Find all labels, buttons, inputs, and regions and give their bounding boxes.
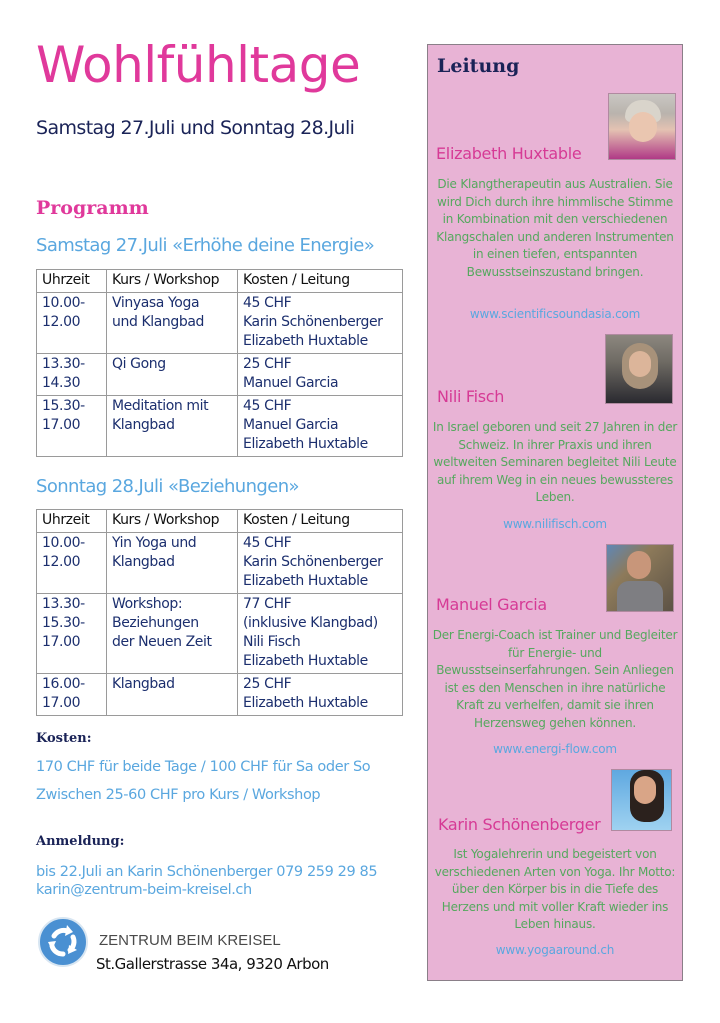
course-cell xyxy=(107,293,238,354)
time-cell xyxy=(37,293,107,354)
course-cell xyxy=(107,594,238,674)
table-header-row xyxy=(37,510,403,533)
cost-cell-line: Karin Schönenberger xyxy=(243,314,383,330)
cost-cell xyxy=(238,594,403,674)
time-cell-line: 12.00 xyxy=(42,554,81,570)
logo-name: ZENTRUM BEIM KREISEL xyxy=(99,932,281,949)
person-name: Karin Schönenberger xyxy=(438,815,601,834)
person-link[interactable]: www.yogaaround.ch xyxy=(495,943,615,957)
cost-cell-line: 45 CHF xyxy=(243,398,292,414)
table-row xyxy=(37,354,403,396)
roundabout-icon xyxy=(38,917,88,967)
person-link[interactable]: www.scientificsoundasia.com xyxy=(469,307,641,321)
cost-cell xyxy=(238,354,403,396)
registration-line: bis 22.Juli an Karin Schönenberger 079 259 29 85 xyxy=(36,864,378,880)
course-cell xyxy=(107,396,238,457)
time-cell-line: 10.00- xyxy=(42,535,85,551)
time-cell-line: 17.00 xyxy=(42,634,81,650)
person-link[interactable]: www.energi-flow.com xyxy=(493,742,617,756)
portrait-nili-fisch xyxy=(605,334,673,404)
cost-cell xyxy=(238,533,403,594)
course-cell-line: Klangbad xyxy=(112,554,175,570)
column-header: Uhrzeit xyxy=(37,270,107,293)
course-cell-line: Vinyasa Yoga xyxy=(112,295,200,311)
course-cell xyxy=(107,533,238,594)
page-subtitle: Samstag 27.Juli und Sonntag 28.Juli xyxy=(36,117,355,139)
person-description: Ist Yogalehrerin und begeistert von verschiedenen Arten von Yoga. Ihr Motto: über den Körper bis in die Tiefe des Herzens und mit voller Kraft wieder ins Leben hinaus. xyxy=(434,847,676,931)
schedule-table-sunday xyxy=(36,509,403,716)
person-name: Nili Fisch xyxy=(437,387,505,406)
registration-heading: Anmeldung: xyxy=(36,834,125,849)
person-name: Elizabeth Huxtable xyxy=(436,144,582,163)
cost-cell-line: (inklusive Klangbad) xyxy=(243,615,378,631)
cost-cell-line: Elizabeth Huxtable xyxy=(243,436,368,452)
course-cell-line: Beziehungen xyxy=(112,615,199,631)
time-cell-line: 15.30- xyxy=(42,615,85,631)
person-description: Die Klangtherapeutin aus Australien. Sie wird Dich durch ihre himmlische Stimme in Kombination mit den verschiedenen Klangschalen und anderen Instrumenten in einen tiefen, entspannten Bewusstseinszustand bringen. xyxy=(436,177,674,279)
cost-cell-line: Elizabeth Huxtable xyxy=(243,653,368,669)
cost-cell-line: Manuel Garcia xyxy=(243,417,339,433)
column-header: Kurs / Workshop xyxy=(107,510,238,533)
portrait-elizabeth-huxtable xyxy=(608,93,676,160)
course-cell-line: Workshop: xyxy=(112,596,183,612)
day-heading-sunday: Sonntag 28.Juli «Beziehungen» xyxy=(36,476,299,497)
table-row xyxy=(37,533,403,594)
table-header-row xyxy=(37,270,403,293)
day-heading-saturday: Samstag 27.Juli «Erhöhe deine Energie» xyxy=(36,235,375,256)
cost-cell-line: Elizabeth Huxtable xyxy=(243,333,368,349)
course-cell-line: Klangbad xyxy=(112,676,175,692)
time-cell-line: 13.30- xyxy=(42,596,85,612)
cost-cell-line: Nili Fisch xyxy=(243,634,301,650)
cost-cell-line: 45 CHF xyxy=(243,535,292,551)
time-cell xyxy=(37,354,107,396)
cost-cell-line: Elizabeth Huxtable xyxy=(243,573,368,589)
table-row xyxy=(37,594,403,674)
time-cell xyxy=(37,594,107,674)
course-cell xyxy=(107,674,238,716)
table-row xyxy=(37,396,403,457)
address: St.Gallerstrasse 34a, 9320 Arbon xyxy=(96,955,329,973)
column-header: Kosten / Leitung xyxy=(238,270,403,293)
person-description: In Israel geboren und seit 27 Jahren in der Schweiz. In ihrer Praxis und ihren weltweiten Seminaren begleitet Nili Leute auf ihrem Weg in ein neues bewussteres Leben. xyxy=(432,420,678,504)
cost-cell-line: Elizabeth Huxtable xyxy=(243,695,368,711)
costs-line: 170 CHF für beide Tage / 100 CHF für Sa oder So xyxy=(36,759,371,775)
time-cell-line: 14.30 xyxy=(42,375,81,391)
schedule-table-saturday xyxy=(36,269,403,457)
person-description: Der Energi-Coach ist Trainer und Begleiter für Energie- und Bewusstseinserfahrungen. Sein Anliegen ist es den Menschen in ihre natürliche Kraft zu verhelfen, damit sie ihren Herzensweg gehen können. xyxy=(432,628,678,730)
time-cell-line: 15.30- xyxy=(42,398,85,414)
column-header: Uhrzeit xyxy=(37,510,107,533)
cost-cell-line: 25 CHF xyxy=(243,676,292,692)
time-cell xyxy=(37,533,107,594)
cost-cell-line: 77 CHF xyxy=(243,596,292,612)
time-cell-line: 17.00 xyxy=(42,695,81,711)
time-cell-line: 10.00- xyxy=(42,295,85,311)
course-cell-line: Yin Yoga und xyxy=(112,535,197,551)
time-cell xyxy=(37,396,107,457)
column-header: Kosten / Leitung xyxy=(238,510,403,533)
course-cell-line: und Klangbad xyxy=(112,314,205,330)
leitung-heading: Leitung xyxy=(437,55,520,77)
time-cell-line: 17.00 xyxy=(42,417,81,433)
program-heading: Programm xyxy=(36,197,149,219)
portrait-manuel-garcia xyxy=(606,544,674,612)
course-cell xyxy=(107,354,238,396)
time-cell xyxy=(37,674,107,716)
cost-cell xyxy=(238,293,403,354)
table-row xyxy=(37,293,403,354)
time-cell-line: 13.30- xyxy=(42,356,85,372)
costs-heading: Kosten: xyxy=(36,731,92,746)
table-row xyxy=(37,674,403,716)
course-cell-line: Qi Gong xyxy=(112,356,166,372)
cost-cell xyxy=(238,674,403,716)
cost-cell-line: 45 CHF xyxy=(243,295,292,311)
course-cell-line: der Neuen Zeit xyxy=(112,634,212,650)
course-cell-line: Meditation mit xyxy=(112,398,209,414)
person-link[interactable]: www.nilifisch.com xyxy=(503,517,607,531)
costs-line: Zwischen 25-60 CHF pro Kurs / Workshop xyxy=(36,787,321,803)
registration-email[interactable]: karin@zentrum-beim-kreisel.ch xyxy=(36,882,252,898)
cost-cell-line: 25 CHF xyxy=(243,356,292,372)
cost-cell-line: Manuel Garcia xyxy=(243,375,339,391)
portrait-karin-schoenenberger xyxy=(611,769,672,831)
page-title: Wohlfühltage xyxy=(36,36,361,94)
column-header: Kurs / Workshop xyxy=(107,270,238,293)
course-cell-line: Klangbad xyxy=(112,417,175,433)
time-cell-line: 16.00- xyxy=(42,676,85,692)
time-cell-line: 12.00 xyxy=(42,314,81,330)
cost-cell xyxy=(238,396,403,457)
person-name: Manuel Garcia xyxy=(436,595,547,614)
cost-cell-line: Karin Schönenberger xyxy=(243,554,383,570)
